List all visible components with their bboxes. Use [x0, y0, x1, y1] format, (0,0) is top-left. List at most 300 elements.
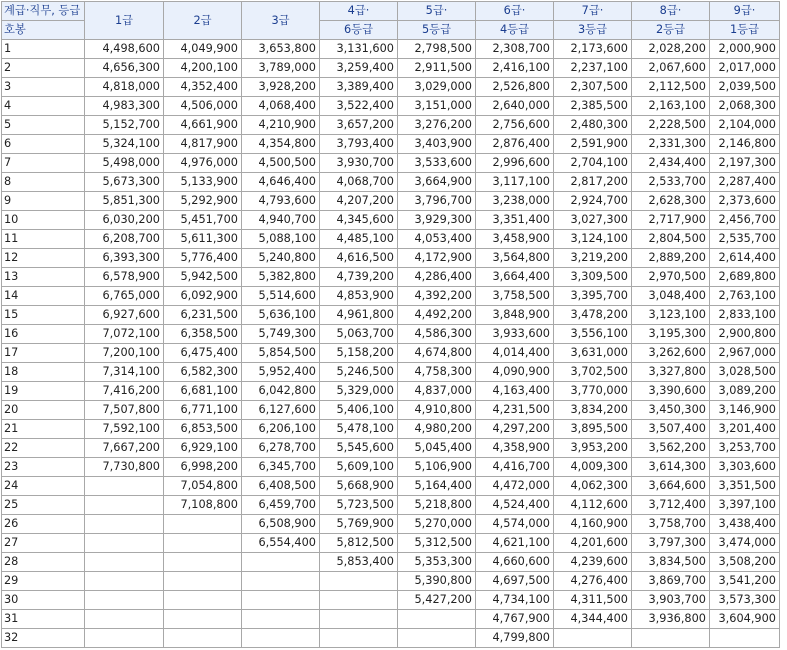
step-cell: 26: [2, 515, 85, 534]
salary-cell-grade-4: 5,812,500: [320, 534, 398, 553]
salary-cell-grade-2: 6,998,200: [164, 458, 242, 477]
salary-cell-grade-8: 2,028,200: [632, 40, 710, 59]
salary-cell-grade-1: 7,507,800: [85, 401, 164, 420]
salary-cell-grade-6: 3,238,000: [476, 192, 554, 211]
salary-cell-grade-1: [85, 515, 164, 534]
salary-cell-grade-5: 5,390,800: [398, 572, 476, 591]
salary-cell-grade-2: 5,451,700: [164, 211, 242, 230]
salary-cell-grade-9: 2,197,300: [710, 154, 780, 173]
salary-cell-grade-3: 5,382,800: [242, 268, 320, 287]
salary-cell-grade-2: 6,475,400: [164, 344, 242, 363]
salary-cell-grade-4: [320, 591, 398, 610]
salary-cell-grade-9: 3,146,900: [710, 401, 780, 420]
salary-cell-grade-7: 4,160,900: [554, 515, 632, 534]
table-row: [2, 116, 780, 135]
salary-cell-grade-3: 5,514,600: [242, 287, 320, 306]
salary-cell-grade-1: 6,393,300: [85, 249, 164, 268]
salary-cell-grade-1: 5,851,300: [85, 192, 164, 211]
salary-cell-grade-8: 3,327,800: [632, 363, 710, 382]
salary-cell-grade-9: 3,508,200: [710, 553, 780, 572]
salary-cell-grade-6: 4,472,000: [476, 477, 554, 496]
salary-cell-grade-5: 5,218,800: [398, 496, 476, 515]
salary-cell-grade-3: 6,554,400: [242, 534, 320, 553]
salary-cell-grade-9: 3,438,400: [710, 515, 780, 534]
table-row: [2, 629, 780, 648]
salary-cell-grade-6: 4,767,900: [476, 610, 554, 629]
salary-cell-grade-4: 5,723,500: [320, 496, 398, 515]
salary-cell-grade-3: [242, 629, 320, 648]
salary-cell-grade-6: 3,458,900: [476, 230, 554, 249]
salary-cell-grade-5: 4,910,800: [398, 401, 476, 420]
salary-cell-grade-4: 4,207,200: [320, 192, 398, 211]
step-cell: 15: [2, 306, 85, 325]
grade-header-9-bottom: 1등급: [710, 21, 780, 40]
salary-cell-grade-2: [164, 553, 242, 572]
table-row: [2, 287, 780, 306]
salary-cell-grade-3: 4,354,800: [242, 135, 320, 154]
salary-cell-grade-7: 4,062,300: [554, 477, 632, 496]
table-row: [2, 154, 780, 173]
grade-header-7-top: 7급·: [554, 2, 632, 21]
salary-cell-grade-1: 4,498,600: [85, 40, 164, 59]
salary-cell-grade-7: 2,704,100: [554, 154, 632, 173]
step-cell: 5: [2, 116, 85, 135]
salary-cell-grade-1: 6,765,000: [85, 287, 164, 306]
salary-cell-grade-9: 2,535,700: [710, 230, 780, 249]
salary-cell-grade-6: 4,660,600: [476, 553, 554, 572]
salary-cell-grade-8: 2,112,500: [632, 78, 710, 97]
salary-cell-grade-7: 4,344,400: [554, 610, 632, 629]
salary-cell-grade-7: 2,307,500: [554, 78, 632, 97]
salary-cell-grade-3: 6,042,800: [242, 382, 320, 401]
grade-header-2: 2급: [164, 2, 242, 40]
salary-cell-grade-7: 4,239,600: [554, 553, 632, 572]
salary-cell-grade-4: 5,478,100: [320, 420, 398, 439]
salary-cell-grade-7: 2,480,300: [554, 116, 632, 135]
step-cell: 30: [2, 591, 85, 610]
salary-cell-grade-7: 3,219,200: [554, 249, 632, 268]
salary-cell-grade-5: 4,837,000: [398, 382, 476, 401]
grade-header-9-top: 9급·: [710, 2, 780, 21]
salary-cell-grade-5: 3,276,200: [398, 116, 476, 135]
salary-cell-grade-5: [398, 629, 476, 648]
salary-cell-grade-6: 4,297,200: [476, 420, 554, 439]
salary-cell-grade-8: 3,562,200: [632, 439, 710, 458]
table-row: [2, 515, 780, 534]
salary-cell-grade-9: 3,028,500: [710, 363, 780, 382]
salary-cell-grade-8: 2,067,600: [632, 59, 710, 78]
salary-cell-grade-2: [164, 572, 242, 591]
salary-cell-grade-1: 7,730,800: [85, 458, 164, 477]
step-cell: 22: [2, 439, 85, 458]
salary-cell-grade-1: 7,592,100: [85, 420, 164, 439]
salary-cell-grade-4: [320, 610, 398, 629]
salary-cell-grade-6: 4,090,900: [476, 363, 554, 382]
salary-cell-grade-3: 5,088,100: [242, 230, 320, 249]
salary-cell-grade-1: [85, 496, 164, 515]
salary-cell-grade-1: [85, 591, 164, 610]
salary-cell-grade-1: 6,578,900: [85, 268, 164, 287]
salary-cell-grade-9: 3,541,200: [710, 572, 780, 591]
salary-cell-grade-2: 6,681,100: [164, 382, 242, 401]
salary-cell-grade-8: 2,163,100: [632, 97, 710, 116]
salary-cell-grade-9: 2,287,400: [710, 173, 780, 192]
step-cell: 12: [2, 249, 85, 268]
salary-cell-grade-1: [85, 477, 164, 496]
grade-header-1: 1급: [85, 2, 164, 40]
salary-cell-grade-5: 5,045,400: [398, 439, 476, 458]
salary-cell-grade-2: 4,661,900: [164, 116, 242, 135]
salary-cell-grade-7: 2,591,900: [554, 135, 632, 154]
salary-cell-grade-7: 3,953,200: [554, 439, 632, 458]
salary-cell-grade-5: 4,758,300: [398, 363, 476, 382]
salary-cell-grade-2: 6,231,500: [164, 306, 242, 325]
salary-cell-grade-2: [164, 515, 242, 534]
pay-scale-table: [1, 1, 780, 648]
table-row: [2, 496, 780, 515]
salary-cell-grade-4: 3,522,400: [320, 97, 398, 116]
salary-cell-grade-4: 3,930,700: [320, 154, 398, 173]
salary-cell-grade-7: 3,770,000: [554, 382, 632, 401]
salary-cell-grade-2: 5,776,400: [164, 249, 242, 268]
salary-cell-grade-5: 4,586,300: [398, 325, 476, 344]
table-row: [2, 591, 780, 610]
salary-cell-grade-8: 3,936,800: [632, 610, 710, 629]
salary-cell-grade-1: 5,498,000: [85, 154, 164, 173]
salary-cell-grade-4: 4,961,800: [320, 306, 398, 325]
salary-cell-grade-6: 3,933,600: [476, 325, 554, 344]
salary-cell-grade-7: 3,556,100: [554, 325, 632, 344]
table-row: [2, 230, 780, 249]
salary-cell-grade-4: 4,485,100: [320, 230, 398, 249]
salary-cell-grade-4: [320, 629, 398, 648]
corner-header-grade-label: 계급·직무, 등급: [2, 2, 85, 21]
table-row: [2, 572, 780, 591]
step-cell: 32: [2, 629, 85, 648]
salary-cell-grade-7: 3,027,300: [554, 211, 632, 230]
salary-cell-grade-6: 2,876,400: [476, 135, 554, 154]
salary-cell-grade-9: 2,967,000: [710, 344, 780, 363]
salary-cell-grade-8: 2,228,500: [632, 116, 710, 135]
salary-cell-grade-4: 5,406,100: [320, 401, 398, 420]
salary-cell-grade-4: 5,158,200: [320, 344, 398, 363]
salary-cell-grade-2: 6,358,500: [164, 325, 242, 344]
salary-cell-grade-3: 5,240,800: [242, 249, 320, 268]
salary-cell-grade-2: [164, 534, 242, 553]
salary-cell-grade-9: 2,833,100: [710, 306, 780, 325]
salary-cell-grade-9: 2,900,800: [710, 325, 780, 344]
salary-cell-grade-5: 2,798,500: [398, 40, 476, 59]
salary-cell-grade-9: 2,104,000: [710, 116, 780, 135]
salary-cell-grade-6: 4,014,400: [476, 344, 554, 363]
salary-cell-grade-3: 5,952,400: [242, 363, 320, 382]
salary-cell-grade-6: 4,524,400: [476, 496, 554, 515]
salary-cell-grade-2: 5,133,900: [164, 173, 242, 192]
salary-cell-grade-1: 5,324,100: [85, 135, 164, 154]
salary-cell-grade-9: 3,573,300: [710, 591, 780, 610]
table-row: [2, 325, 780, 344]
table-row: [2, 344, 780, 363]
salary-cell-grade-3: 3,789,000: [242, 59, 320, 78]
salary-cell-grade-2: 4,976,000: [164, 154, 242, 173]
step-cell: 6: [2, 135, 85, 154]
salary-cell-grade-4: 5,246,500: [320, 363, 398, 382]
salary-cell-grade-2: 6,771,100: [164, 401, 242, 420]
salary-cell-grade-9: 2,763,100: [710, 287, 780, 306]
salary-cell-grade-7: 2,173,600: [554, 40, 632, 59]
salary-cell-grade-2: [164, 610, 242, 629]
salary-cell-grade-5: 5,312,500: [398, 534, 476, 553]
salary-cell-grade-3: [242, 591, 320, 610]
salary-cell-grade-9: 2,000,900: [710, 40, 780, 59]
table-row: [2, 458, 780, 477]
salary-cell-grade-5: 4,172,900: [398, 249, 476, 268]
table-header: [2, 2, 780, 40]
salary-cell-grade-8: 3,712,400: [632, 496, 710, 515]
salary-cell-grade-3: 4,793,600: [242, 192, 320, 211]
salary-cell-grade-9: 2,017,000: [710, 59, 780, 78]
salary-cell-grade-5: 5,164,400: [398, 477, 476, 496]
salary-cell-grade-2: 5,292,900: [164, 192, 242, 211]
salary-cell-grade-5: 3,029,000: [398, 78, 476, 97]
header-row-top: [2, 2, 780, 21]
table-row: [2, 135, 780, 154]
table-body: [2, 40, 780, 648]
step-cell: 25: [2, 496, 85, 515]
salary-cell-grade-3: 4,210,900: [242, 116, 320, 135]
step-cell: 27: [2, 534, 85, 553]
salary-cell-grade-2: 6,853,500: [164, 420, 242, 439]
step-cell: 17: [2, 344, 85, 363]
salary-cell-grade-9: 2,373,600: [710, 192, 780, 211]
salary-cell-grade-7: [554, 629, 632, 648]
salary-cell-grade-7: 3,631,000: [554, 344, 632, 363]
step-cell: 24: [2, 477, 85, 496]
table-row: [2, 97, 780, 116]
salary-cell-grade-7: 2,237,100: [554, 59, 632, 78]
salary-cell-grade-8: 3,195,300: [632, 325, 710, 344]
salary-cell-grade-2: [164, 591, 242, 610]
salary-cell-grade-9: 2,614,400: [710, 249, 780, 268]
salary-cell-grade-2: 6,092,900: [164, 287, 242, 306]
salary-cell-grade-3: [242, 553, 320, 572]
table-row: [2, 382, 780, 401]
salary-cell-grade-5: 5,427,200: [398, 591, 476, 610]
salary-cell-grade-3: [242, 610, 320, 629]
salary-cell-grade-9: 3,474,000: [710, 534, 780, 553]
salary-cell-grade-7: 3,309,500: [554, 268, 632, 287]
salary-cell-grade-3: 5,749,300: [242, 325, 320, 344]
salary-cell-grade-2: 4,506,000: [164, 97, 242, 116]
salary-cell-grade-5: 4,053,400: [398, 230, 476, 249]
salary-cell-grade-7: 2,924,700: [554, 192, 632, 211]
step-cell: 11: [2, 230, 85, 249]
salary-cell-grade-4: 4,739,200: [320, 268, 398, 287]
salary-cell-grade-8: 2,434,400: [632, 154, 710, 173]
table-row: [2, 78, 780, 97]
salary-cell-grade-7: 3,895,500: [554, 420, 632, 439]
salary-cell-grade-8: 3,664,600: [632, 477, 710, 496]
salary-cell-grade-4: 4,068,700: [320, 173, 398, 192]
step-cell: 16: [2, 325, 85, 344]
salary-cell-grade-5: 5,270,000: [398, 515, 476, 534]
salary-cell-grade-9: [710, 629, 780, 648]
salary-cell-grade-9: 3,397,100: [710, 496, 780, 515]
salary-cell-grade-5: 2,911,500: [398, 59, 476, 78]
salary-cell-grade-4: 3,657,200: [320, 116, 398, 135]
salary-cell-grade-4: 5,668,900: [320, 477, 398, 496]
salary-cell-grade-4: 5,609,100: [320, 458, 398, 477]
salary-cell-grade-2: 7,108,800: [164, 496, 242, 515]
salary-cell-grade-3: 6,408,500: [242, 477, 320, 496]
salary-cell-grade-8: 3,450,300: [632, 401, 710, 420]
salary-cell-grade-6: 3,564,800: [476, 249, 554, 268]
step-cell: 28: [2, 553, 85, 572]
salary-cell-grade-6: 3,351,400: [476, 211, 554, 230]
step-cell: 14: [2, 287, 85, 306]
table-row: [2, 477, 780, 496]
table-row: [2, 553, 780, 572]
table-row: [2, 192, 780, 211]
salary-cell-grade-3: [242, 572, 320, 591]
salary-cell-grade-6: 2,526,800: [476, 78, 554, 97]
salary-cell-grade-4: 3,131,600: [320, 40, 398, 59]
salary-cell-grade-8: 3,123,100: [632, 306, 710, 325]
grade-header-8-top: 8급·: [632, 2, 710, 21]
step-cell: 20: [2, 401, 85, 420]
table-row: [2, 211, 780, 230]
step-cell: 21: [2, 420, 85, 439]
salary-cell-grade-6: 3,664,400: [476, 268, 554, 287]
salary-cell-grade-3: 6,508,900: [242, 515, 320, 534]
salary-cell-grade-2: 5,611,300: [164, 230, 242, 249]
salary-cell-grade-6: 4,621,100: [476, 534, 554, 553]
table-row: [2, 306, 780, 325]
salary-cell-grade-4: 4,616,500: [320, 249, 398, 268]
salary-cell-grade-5: 3,796,700: [398, 192, 476, 211]
salary-cell-grade-9: 3,303,600: [710, 458, 780, 477]
salary-cell-grade-5: 3,929,300: [398, 211, 476, 230]
salary-cell-grade-1: 7,667,200: [85, 439, 164, 458]
salary-cell-grade-8: 3,614,300: [632, 458, 710, 477]
step-cell: 1: [2, 40, 85, 59]
salary-cell-grade-6: 2,416,100: [476, 59, 554, 78]
salary-cell-grade-3: 6,206,100: [242, 420, 320, 439]
salary-cell-grade-1: [85, 629, 164, 648]
salary-cell-grade-6: 4,697,500: [476, 572, 554, 591]
step-cell: 29: [2, 572, 85, 591]
salary-cell-grade-6: 3,117,100: [476, 173, 554, 192]
step-cell: 10: [2, 211, 85, 230]
salary-cell-grade-5: 4,286,400: [398, 268, 476, 287]
salary-cell-grade-2: 6,929,100: [164, 439, 242, 458]
step-cell: 3: [2, 78, 85, 97]
salary-cell-grade-6: 3,758,500: [476, 287, 554, 306]
salary-cell-grade-9: 2,146,800: [710, 135, 780, 154]
salary-cell-grade-5: 4,980,200: [398, 420, 476, 439]
salary-cell-grade-1: 7,072,100: [85, 325, 164, 344]
salary-cell-grade-3: 5,854,500: [242, 344, 320, 363]
grade-header-3: 3급: [242, 2, 320, 40]
salary-cell-grade-4: 5,769,900: [320, 515, 398, 534]
grade-header-5-top: 5급·: [398, 2, 476, 21]
salary-cell-grade-2: 4,200,100: [164, 59, 242, 78]
salary-cell-grade-3: 4,068,400: [242, 97, 320, 116]
salary-cell-grade-1: 7,314,100: [85, 363, 164, 382]
salary-cell-grade-8: 2,628,300: [632, 192, 710, 211]
step-cell: 7: [2, 154, 85, 173]
salary-cell-grade-7: 2,817,200: [554, 173, 632, 192]
salary-cell-grade-8: 3,507,400: [632, 420, 710, 439]
salary-cell-grade-6: 4,163,400: [476, 382, 554, 401]
salary-cell-grade-4: 4,853,900: [320, 287, 398, 306]
salary-cell-grade-4: 4,345,600: [320, 211, 398, 230]
salary-cell-grade-5: 4,392,200: [398, 287, 476, 306]
salary-cell-grade-5: 4,674,800: [398, 344, 476, 363]
table-row: [2, 173, 780, 192]
salary-cell-grade-6: 4,799,800: [476, 629, 554, 648]
grade-header-8-bottom: 2등급: [632, 21, 710, 40]
salary-cell-grade-1: 7,200,100: [85, 344, 164, 363]
salary-cell-grade-4: 3,259,400: [320, 59, 398, 78]
salary-cell-grade-8: 2,533,700: [632, 173, 710, 192]
salary-cell-grade-2: [164, 629, 242, 648]
salary-cell-grade-1: 4,656,300: [85, 59, 164, 78]
salary-cell-grade-5: 5,353,300: [398, 553, 476, 572]
salary-cell-grade-6: 4,416,700: [476, 458, 554, 477]
salary-cell-grade-8: 2,331,300: [632, 135, 710, 154]
salary-cell-grade-6: 3,848,900: [476, 306, 554, 325]
salary-cell-grade-4: 5,853,400: [320, 553, 398, 572]
salary-cell-grade-1: 4,818,000: [85, 78, 164, 97]
table-row: [2, 534, 780, 553]
grade-header-7-bottom: 3등급: [554, 21, 632, 40]
salary-cell-grade-7: 2,385,500: [554, 97, 632, 116]
table-row: [2, 420, 780, 439]
salary-cell-grade-8: 3,834,500: [632, 553, 710, 572]
salary-cell-grade-5: 5,106,900: [398, 458, 476, 477]
salary-cell-grade-6: 4,358,900: [476, 439, 554, 458]
salary-cell-grade-5: 3,151,000: [398, 97, 476, 116]
step-cell: 13: [2, 268, 85, 287]
table-row: [2, 268, 780, 287]
grade-header-4-bottom: 6등급: [320, 21, 398, 40]
salary-cell-grade-3: 6,459,700: [242, 496, 320, 515]
salary-cell-grade-1: 6,030,200: [85, 211, 164, 230]
step-cell: 2: [2, 59, 85, 78]
salary-cell-grade-3: 6,278,700: [242, 439, 320, 458]
salary-cell-grade-5: 3,664,900: [398, 173, 476, 192]
salary-cell-grade-3: 4,646,400: [242, 173, 320, 192]
salary-cell-grade-9: 2,456,700: [710, 211, 780, 230]
salary-cell-grade-1: 5,152,700: [85, 116, 164, 135]
salary-cell-grade-9: 3,089,200: [710, 382, 780, 401]
salary-cell-grade-1: 7,416,200: [85, 382, 164, 401]
salary-cell-grade-1: 5,673,300: [85, 173, 164, 192]
salary-cell-grade-8: 2,970,500: [632, 268, 710, 287]
salary-cell-grade-7: 3,395,700: [554, 287, 632, 306]
salary-cell-grade-1: [85, 553, 164, 572]
salary-cell-grade-7: 3,478,200: [554, 306, 632, 325]
table-row: [2, 40, 780, 59]
salary-cell-grade-7: 3,702,500: [554, 363, 632, 382]
table-row: [2, 401, 780, 420]
salary-cell-grade-1: 6,208,700: [85, 230, 164, 249]
salary-cell-grade-7: 3,834,200: [554, 401, 632, 420]
salary-cell-grade-5: 3,533,600: [398, 154, 476, 173]
salary-cell-grade-5: 3,403,900: [398, 135, 476, 154]
salary-cell-grade-7: 4,276,400: [554, 572, 632, 591]
